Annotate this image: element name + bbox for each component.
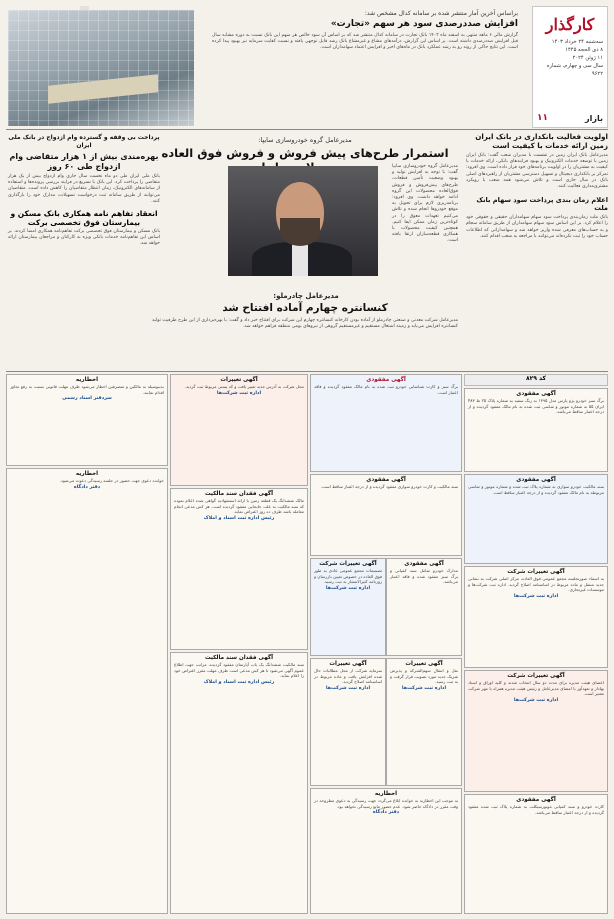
ad-item bbox=[386, 658, 462, 786]
ad-item bbox=[310, 558, 386, 656]
ad-body: مدارک خودرو شامل سند کمپانی و برگ سبز مفقود شده و فاقد اعتبار می‌باشد. bbox=[390, 568, 458, 585]
ad-item bbox=[464, 388, 608, 472]
classified-ads-section bbox=[6, 374, 608, 914]
ad-item bbox=[170, 488, 308, 650]
left-column-title-2: انعقاد تفاهم نامه همکاری بانک مسکن و بیمارستان فوق تخصصی برکت bbox=[10, 209, 158, 228]
center-article-kicker: مدیرعامل گروه خودروسازی سایپا: bbox=[258, 136, 352, 144]
right-column-body-1: مدیرعامل بانک ایران زمین در نشست با مدیران شعب گفت: بانک ایران زمین با توسعه خدمات الکترونیک و بهبود فرایندهای بانکی، ارائه خدمات با کیفیت به مشتریان را در اولویت برنامه‌های خود قرار داده است. وی افزود: تمرکز بر بانکداری دیجیتال و تسهیل دسترسی مشتریان از راهبردهای اصلی بانک در سال جاری است و تلاش می‌شود همه شعب با رویکرد مشتری‌مداری فعالیت کنند. bbox=[466, 153, 608, 190]
ad-body: برگ سبز و کارت شناسایی خودرو ثبت شده به نام مالک مفقود گردیده و فاقد اعتبار است. bbox=[314, 384, 458, 395]
issue-meta bbox=[533, 34, 607, 82]
ad-item bbox=[310, 658, 386, 786]
top-article-title: افزایش صددرصدی سود هر سهم «تجارت» bbox=[330, 19, 518, 29]
top-article bbox=[212, 10, 518, 126]
ad-body: محل شرکت به آدرس جدید تغییر یافت و کد پستی مربوط ثبت گردید. bbox=[184, 384, 304, 389]
ad-title: آگهی تغییرات bbox=[329, 661, 367, 667]
ad-title: آگهی فقدان سند مالکیت bbox=[204, 655, 274, 661]
ad-footer: دفتر دادگاه bbox=[372, 810, 400, 816]
sub-article-title: کنسانتره چهارم آماده افتتاح شد bbox=[222, 302, 388, 314]
portrait-shirt bbox=[292, 242, 308, 276]
right-column-body-2: بانک ملت زمان‌بندی پرداخت سود سهام سهامداران حقیقی و حقوقی خود را اعلام کرد. بر این اساس سود سهام سهامداران از طریق سامانه سجام و به حساب‌های معرفی شده واریز خواهد شد و سهامدارانی که اطلاعات حساب خود را ثبت نکرده‌اند می‌توانند با مراجعه به شعب اقدام کنند. bbox=[466, 215, 608, 239]
ad-item bbox=[464, 670, 608, 792]
left-column-kicker: پرداخت بی وقفه و گسترده وام ازدواج در بانک ملی ایران bbox=[8, 134, 160, 149]
section-name: بازار bbox=[585, 114, 603, 123]
ad-body: بدینوسیله به مالکین و متصرفین اخطار می‌شود ظرف مهلت قانونی نسبت به رفع تجاوز اقدام نمایند. bbox=[10, 384, 164, 395]
ad-item bbox=[386, 558, 462, 656]
center-article-title: استمرار طرح‌های پیش فروش و فروش فوق العاده bbox=[161, 146, 449, 160]
ad-item bbox=[464, 566, 608, 668]
ad-body: سرمایه شرکت از محل مطالبات حال شده افزایش یافت و ماده مربوط در اساسنامه اصلاح گردید. bbox=[314, 668, 382, 685]
masthead bbox=[532, 6, 608, 128]
ceo-portrait-photo bbox=[228, 166, 378, 276]
issue-number: سال سی و چهارم، شماره ۹۶۲۲ bbox=[546, 63, 603, 77]
ad-item bbox=[464, 474, 608, 564]
right-column-title-2: اعلام زمان بندی پرداخت سود سهام بانک ملت bbox=[476, 196, 608, 213]
ad-footer: سردفتر اسناد رسمی bbox=[62, 396, 112, 402]
left-column-title: بهره‌مندی بیش از ۱ هزار متقاضی وام ازدواج طی ۶۰ روز bbox=[9, 152, 159, 171]
ad-title: اخطاریه bbox=[75, 377, 99, 383]
ad-title: آگهی مفقودی bbox=[516, 477, 556, 483]
ad-body: خوانده دعوی جهت حضور در جلسه رسیدگی دعوت می‌شود. bbox=[59, 478, 164, 483]
left-column-body-2: بانک مسکن و بیمارستان فوق تخصصی برکت تفاهم‌نامه همکاری امضا کردند. بر اساس این تفاهم‌نامه خدمات بانکی ویژه به کارکنان و مراجعان بیمارستان ارائه خواهد شد. bbox=[8, 229, 160, 247]
ad-title: آگهی فقدان سند مالکیت bbox=[204, 491, 274, 497]
ad-title: آگهی مفقودی bbox=[366, 377, 406, 383]
ad-item bbox=[170, 652, 308, 914]
ad-title: اخطاریه bbox=[374, 791, 398, 797]
right-column-title-1: اولویت فعالیت بانکداری در بانک ایران زمین ارائه خدمات با کیفیت است bbox=[475, 132, 608, 150]
center-article-body: مدیرعامل گروه خودروسازی سایپا گفت: با توجه به افزایش تولید و بهبود وضعیت تأمین قطعات، طرح‌های پیش‌فروش و فروش فوق‌العاده محصولات این گروه ادامه خواهد داشت. وی افزود: برنامه‌ریزی لازم برای تحویل به موقع خودروها انجام شده و تلاش می‌کنیم تعهدات معوق را در کوتاه‌ترین زمان ممکن ایفا کنیم. همچنین کیفیت محصولات با همکاری قطعه‌سازان ارتقا یافته است. bbox=[392, 164, 458, 244]
ad-footer: اداره ثبت شرکت‌ها bbox=[325, 585, 371, 591]
ad-item bbox=[464, 794, 608, 914]
ad-item bbox=[310, 788, 462, 914]
ad-body: به استناد صورتجلسه مجمع عمومی فوق العاده، مرکز اصلی شرکت به نشانی جدید منتقل و ماده مربوط در اساسنامه اصلاح گردید. اداره ثبت شرکت‌ها و موسسات غیرتجاری. bbox=[468, 576, 604, 593]
ads-divider bbox=[6, 371, 608, 372]
ad-item bbox=[310, 374, 462, 472]
ad-footer: اداره ثبت شرکت‌ها bbox=[513, 593, 559, 599]
top-divider bbox=[6, 129, 608, 130]
ad-footer: اداره ثبت شرکت‌ها bbox=[513, 697, 559, 703]
ad-body: تصمیمات مجمع عمومی عادی به طور فوق العاده در خصوص تعیین بازرسان و روزنامه کثیرالانتشار به ثبت رسید. bbox=[314, 568, 382, 585]
top-article-body: گزارش مالی ۶ ماهه منتهی به اسفند ماه ۱۴۰۲ بانک تجارت در سامانه کدال منتشر شد که بر اساس آن سود خالص هر سهم این بانک نسبت به دوره مشابه سال قبل افزایش صددرصدی داشته است. بر اساس این گزارش، درآمدهای مشاع و غیرمشاع بانک رشد قابل توجهی یافته و نسبت کفایت سرمایه نیز بهبود پیدا کرده است. این نتایج حاکی از روند رو به رشد عملکرد بانک در ماه‌های اخیر و افزایش اعتماد سهامداران است. bbox=[212, 33, 518, 51]
ad-title: آگهی مفقودی bbox=[516, 797, 556, 803]
left-column-body: بانک ملی ایران طی دو ماه نخست سال جاری وام ازدواج بیش از یک هزار متقاضی را پرداخت کرد. این بانک با تسریع در فرایند بررسی پرونده‌ها و استفاده از سامانه‌های الکترونیک، زمان انتظار متقاضیان را کاهش داده است. متقاضیان می‌توانند از طریق سامانه ثبت درخواست تسهیلات، مدارک خود را بارگذاری کنند. bbox=[8, 174, 160, 204]
ad-footer: رئیس اداره ثبت اسناد و املاک bbox=[203, 679, 275, 685]
ad-title: آگهی تغییرات شرکت bbox=[507, 569, 565, 575]
ad-body: اعضای هیئت مدیره برای مدت دو سال انتخاب شدند و کلیه اوراق و اسناد بهادار و تعهدآور با امضای مدیرعامل و رئیس هیئت مدیره همراه با مهر شرکت معتبر است. bbox=[468, 680, 604, 697]
ad-body: سند مالکیت ششدانگ یک باب آپارتمان مفقود گردیده، مراتب جهت اطلاع عموم آگهی می‌شود تا هر کس مدعی است ظرف مهلت مقرر اعتراض خود را اعلام نماید. bbox=[174, 662, 304, 679]
newspaper-logo: کارگذار bbox=[545, 15, 595, 34]
ad-title: آگهی تغییرات شرکت bbox=[507, 673, 565, 679]
ad-body: نقل و انتقال سهم‌الشرکه و پذیرش شریک جدید مورد تصویب قرار گرفت و به ثبت رسید. bbox=[390, 668, 458, 685]
ad-item bbox=[6, 374, 168, 466]
ad-title: آگهی مفقودی bbox=[404, 561, 444, 567]
issue-date-hijri: ۸ ذی الحجه ۱۴۴۵ bbox=[565, 47, 603, 53]
ad-body: برگ سبز خودرو پژو پارس مدل ۱۳۹۵ به رنگ سفید به شماره پلاک ۲۵ ط ۴۸۳ ایران ۵۵ به شماره موتور و شاسی ثبت شده به نام مالک مفقود گردیده و از درجه اعتبار ساقط می‌باشد. bbox=[468, 398, 605, 415]
sub-article-kicker: مدیرعامل چادرملو: bbox=[273, 292, 339, 300]
ad-body: سند مالکیت خودرو سواری به شماره پلاک ثبت شده و شماره موتور و شاسی مربوطه به نام مالک مفقود گردیده و از درجه اعتبار ساقط است. bbox=[468, 484, 604, 495]
ad-footer: اداره ثبت شرکت‌ها bbox=[216, 390, 262, 396]
ad-body: به موجب این اخطاریه به خوانده ابلاغ می‌گردد جهت رسیدگی به دعوی مطروحه در وقت مقرر در دادگاه حاضر شود. عدم حضور مانع رسیدگی نخواهد بود. bbox=[314, 798, 458, 809]
ad-footer: اداره ثبت شرکت‌ها bbox=[401, 685, 447, 691]
building-facade bbox=[8, 10, 194, 126]
ad-item bbox=[170, 374, 308, 486]
ad-footer: دفتر دادگاه bbox=[73, 484, 101, 490]
ad-item bbox=[6, 468, 168, 914]
ad-footer: رئیس اداره ثبت اسناد و املاک bbox=[203, 515, 275, 521]
ad-footer: اداره ثبت شرکت‌ها bbox=[325, 685, 371, 691]
sub-article-body: مدیرعامل شرکت معدنی و صنعتی چادرملو از آماده بودن کارخانه کنسانتره چهارم این شرکت برای افتتاح خبر داد و گفت: با بهره‌برداری از این طرح ظرفیت تولید کنسانتره افزایش می‌یابد و زمینه اشتغال مستقیم و غیرمستقیم گروهی از نیروهای بومی منطقه فراهم خواهد شد. bbox=[152, 318, 458, 330]
left-column bbox=[8, 134, 160, 370]
bank-building-photo bbox=[8, 10, 194, 126]
ad-body: سند مالکیت و کارت خودرو سواری مفقود گردیده و از درجه اعتبار ساقط است. bbox=[320, 484, 458, 489]
top-article-kicker: براساس آخرین آمار منتشر شده بر سامانه کدال مشخص شد: bbox=[364, 10, 518, 17]
ad-title: آگهی مفقودی bbox=[366, 477, 406, 483]
issue-date-persian: سه‌شنبه ۲۴ خرداد ۱۴۰۳ bbox=[551, 39, 603, 45]
right-column bbox=[466, 132, 608, 368]
ad-title: اخطاریه bbox=[75, 471, 99, 477]
ad-title: آگهی مفقودی bbox=[516, 391, 556, 397]
ad-item bbox=[310, 474, 462, 556]
ad-title: آگهی تغییرات bbox=[405, 661, 443, 667]
page-number: ۱۱ bbox=[537, 113, 548, 123]
ad-title: آگهی تغییرات شرکت bbox=[319, 561, 377, 567]
ad-body: مالک ششدانگ یک قطعه زمین با ارائه استشهادیه گواهی شده اعلام نموده که سند مالکیت به علت جابجایی مفقود گردیده است. هر کس مدعی انجام معامله باشد ظرف ده روز اعتراض نماید. bbox=[174, 498, 304, 515]
issue-date-gregorian: ۱۱ ژوئن ۲۰۲۴ bbox=[572, 55, 603, 61]
ads-section-title: کد ۸۲۹ bbox=[464, 374, 608, 386]
ad-title: آگهی تغییرات bbox=[220, 377, 258, 383]
portrait-beard bbox=[280, 218, 320, 246]
ad-body: کارت خودرو و سند کمپانی موتورسیکلت به شماره پلاک ثبت شده مفقود گردیده و از درجه اعتبار ساقط می‌باشد. bbox=[468, 804, 604, 815]
